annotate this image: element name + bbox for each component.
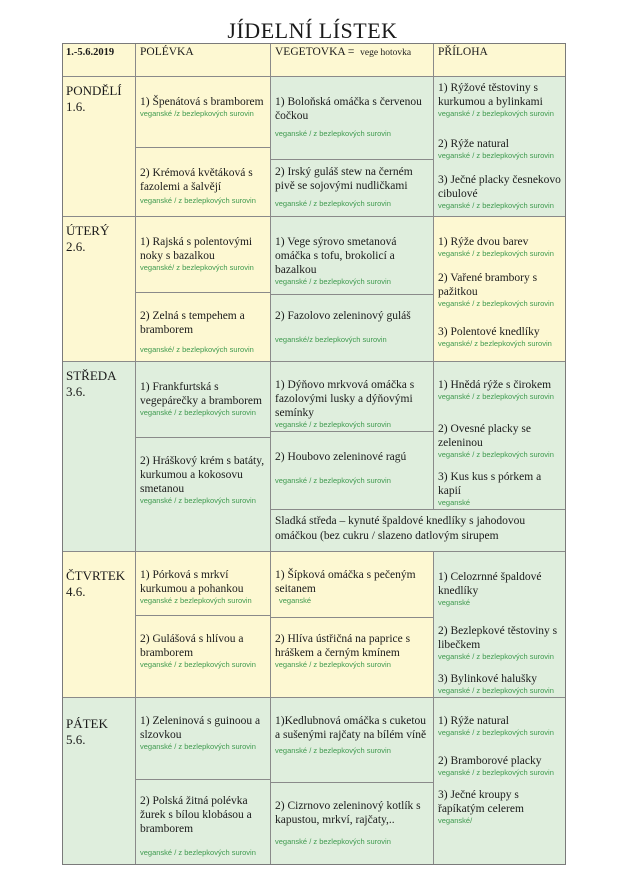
header-date: 1.-5.6.2019 (62, 43, 136, 77)
main-cell: 2) Houbovo zeleninové ragú veganské / z bezlepkových surovin (271, 432, 434, 510)
side-cell: 1) Rýže dvou barev veganské / z bezlepkových surovin 2) Vařené brambory s pažitkou veganské / z bezlepkových surovin 3) Polentové knedlíky veganské/ z bezlepkových surovin (434, 217, 566, 362)
day-label: PÁTEK 5.6. (62, 698, 136, 865)
day-label: STŘEDA 3.6. (62, 362, 136, 552)
special-cell: Sladká středa – kynuté špaldové knedlíky s jahodovou omáčkou (bez cukru / slazeno datlovým sirupem (271, 510, 566, 552)
main-cell: 1) Vege sýrovo smetanová omáčka s tofu, brokolicí a bazalkou veganské / z bezlepkových surovin (271, 217, 434, 295)
main-cell: 1) Dýňovo mrkvová omáčka s fazolovými lusky a dýňovými semínky veganské / z bezlepkových surovin (271, 362, 434, 432)
soup-cell: 1) Frankfurtská s vegepárečky a bramborem veganské / z bezlepkových surovin (136, 362, 271, 438)
menu-table (62, 43, 566, 865)
main-cell: 2) Hlíva ústřičná na paprice s hráškem a černým kmínem veganské / z bezlepkových surovin (271, 618, 434, 698)
main-cell: 1) Boloňská omáčka s červenou čočkou veganské / z bezlepkových surovin (271, 77, 434, 160)
day-label: ČTVRTEK 4.6. (62, 552, 136, 698)
side-cell: 1) Celozrnné špaldové knedlíky veganské 2) Bezlepkové těstoviny s libečkem veganské / z bezlepkových surovin 3) Bylinkové halušky veganské / z bezlepkových surovin (434, 552, 566, 698)
page-title: JÍDELNÍ LÍSTEK (227, 18, 398, 43)
side-cell: 1) Hnědá rýže s čirokem veganské / z bezlepkových surovin 2) Ovesné placky se zeleninou veganské / z bezlepkových surovin 3) Kus kus s pórkem a kapií veganské (434, 362, 566, 510)
soup-cell: 2) Polská žitná polévka žurek s bílou klobásou a bramborem veganské / z bezlepkových surovin (136, 780, 271, 865)
soup-cell: 2) Gulášová s hlívou a bramborem veganské / z bezlepkových surovin (136, 616, 271, 698)
soup-cell: 1) Rajská s polentovými noky s bazalkou veganské/ z bezlepkových surovin (136, 217, 271, 293)
main-cell: 1)Kedlubnová omáčka s cuketou a sušenými rajčaty na bílém víně veganské / z bezlepkových surovin (271, 698, 434, 783)
main-cell: 2) Irský guláš stew na černém pivě se sojovými nudličkami veganské / z bezlepkových surovin (271, 160, 434, 217)
soup-cell: 2) Krémová květáková s fazolemi a šalvějí veganské / z bezlepkových surovin (136, 148, 271, 217)
soup-cell: 1) Špenátová s bramborem veganské /z bezlepkových surovin (136, 77, 271, 148)
header-soup: POLÉVKA (136, 43, 271, 77)
side-cell: 1) Rýžové těstoviny s kurkumou a bylinkami veganské / z bezlepkových surovin 2) Rýže natural veganské / z bezlepkových surovin 3) Ječné placky česnekovo cibulové veganské / z bezlepkových surovin (434, 77, 566, 217)
day-label: PONDĚLÍ 1.6. (62, 77, 136, 217)
main-cell: 1) Šípková omáčka s pečeným seitanem veganské (271, 552, 434, 618)
soup-cell: 1) Zeleninová s guinoou a slzovkou veganské / z bezlepkových surovin (136, 698, 271, 780)
soup-cell: 2) Zelná s tempehem a bramborem veganské/ z bezlepkových surovin (136, 293, 271, 362)
header-side: PŘÍLOHA (434, 43, 566, 77)
soup-cell: 1) Pórková s mrkví kurkumou a pohankou veganské z bezlepkových surovin (136, 552, 271, 616)
main-cell: 2) Fazolovo zeleninový guláš veganské/z bezlepkových surovin (271, 295, 434, 362)
main-cell: 2) Cizrnovo zeleninový kotlík s kapustou, mrkví, rajčaty,.. veganské / z bezlepkových surovin (271, 783, 434, 865)
day-label: ÚTERÝ 2.6. (62, 217, 136, 362)
soup-cell: 2) Hráškový krém s batáty, kurkumou a kokosovu smetanou veganské / z bezlepkových surovin (136, 438, 271, 552)
header-main: VEGETOVKA = vege hotovka (271, 43, 434, 77)
side-cell: 1) Rýže natural veganské / z bezlepkových surovin 2) Bramborové placky veganské / z bezlepkových surovin 3) Ječné kroupy s řapíkatým celerem veganské/ (434, 698, 566, 865)
